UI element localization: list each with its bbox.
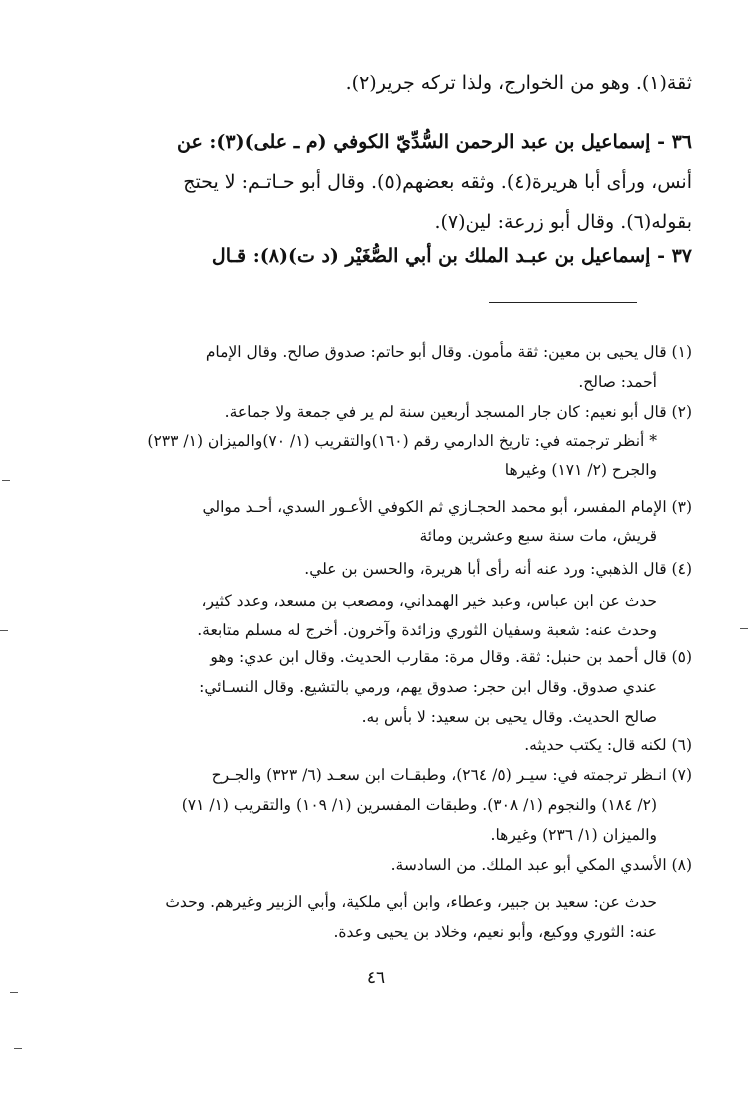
page-number: ٤٦ [366, 968, 386, 988]
footnote-8: (٨) الأسدي المكي أبو عبد الملك. من السادسة. [390, 856, 692, 874]
footnote-4-cont-1: حدث عن ابن عباس، وعبد خير الهمداني، ومصعب بن مسعد، وعدد كثير، [201, 592, 657, 610]
entry-37-heading: ٣٧ - إسماعيل بن عبـد الملك بن أبي الصُّغَيْر (د ت)(٨): قـال [211, 245, 692, 267]
footnote-5-cont-1: عندي صدوق. وقال ابن حجر: صدوق يهم، ورمي بالتشيع. وقال النسـائي: [199, 678, 657, 696]
main-line-1: ثقة(١). وهو من الخوارج، ولذا تركه جرير(٢). [345, 72, 692, 94]
footnote-star-cont: والجرح (٢/ ١٧١) وغيرها [504, 461, 657, 479]
footnote-7-cont-1: (٢/ ١٨٤) والنجوم (١/ ٣٠٨). وطبقات المفسرين (١/ ١٠٩) والتقريب (١/ ٧١) [181, 796, 657, 814]
footnote-5: (٥) قال أحمد بن حنبل: ثقة. وقال مرة: مقارب الحديث. وقال ابن عدي: وهو [210, 648, 692, 666]
scan-mark-left-2 [0, 630, 8, 631]
footnote-4-cont-2: وحدث عنه: شعبة وسفيان الثوري وزائدة وآخرون. أخرج له مسلم متابعة. [197, 621, 657, 639]
main-line-4: بقوله(٦). وقال أبو زرعة: لين(٧). [434, 211, 692, 233]
footnote-7-cont-2: والميزان (١/ ٢٣٦) وغيرها. [490, 826, 657, 844]
footnote-1: (١) قال يحيى بن معين: ثقة مأمون. وقال أبو حاتم: صدوق صالح. وقال الإمام [205, 343, 692, 361]
footnote-6: (٦) لكنه قال: يكتب حديثه. [524, 736, 692, 754]
footnote-3-cont: قريش، مات سنة سبع وعشرين ومائة [419, 527, 657, 545]
scan-mark-left-3 [10, 992, 18, 993]
footnote-7: (٧) انـظر ترجمته في: سيـر (٥/ ٢٦٤)، وطبقـات ابن سعـد (٦/ ٣٢٣) والجـرح [211, 766, 692, 784]
footnote-star: * أنظر ترجمته في: تاريخ الدارمي رقم (١٦٠)والتقريب (١/ ٧٠)والميزان (١/ ٢٣٣) [147, 432, 657, 450]
footnote-1-cont: أحمد: صالح. [578, 373, 657, 391]
footnote-8-cont-1: حدث عن: سعيد بن جبير، وعطاء، وابن أبي ملكية، وأبي الزبير وغيرهم. وحدث [165, 893, 657, 911]
scan-mark-left-4 [14, 1048, 22, 1049]
scan-mark-left-1 [2, 480, 10, 481]
footnote-separator [489, 302, 637, 303]
footnote-8-cont-2: عنه: الثوري ووكيع، وأبو نعيم، وخلاد بن يحيى وعدة. [333, 923, 657, 941]
footnote-5-cont-2: صالح الحديث. وقال يحيى بن سعيد: لا بأس به. [361, 708, 657, 726]
entry-36-heading: ٣٦ - إسماعيل بن عبد الرحمن السُّدِّيّ الكوفي (م ـ على)(٣): عن [177, 131, 692, 153]
footnote-3: (٣) الإمام المفسر، أبو محمد الحجـازي ثم الكوفي الأعـور السدي، أحـد موالي [202, 498, 692, 516]
scan-mark-right [740, 628, 748, 629]
main-line-3: أنس، ورأى أبا هريرة(٤). وثقه بعضهم(٥). وقال أبو حـاتـم: لا يحتج [183, 171, 692, 193]
footnote-2: (٢) قال أبو نعيم: كان جار المسجد أربعين سنة لم ير في جمعة ولا جماعة. [224, 403, 692, 421]
footnote-4: (٤) قال الذهبي: ورد عنه أنه رأى أبا هريرة، والحسن بن علي. [304, 560, 692, 578]
